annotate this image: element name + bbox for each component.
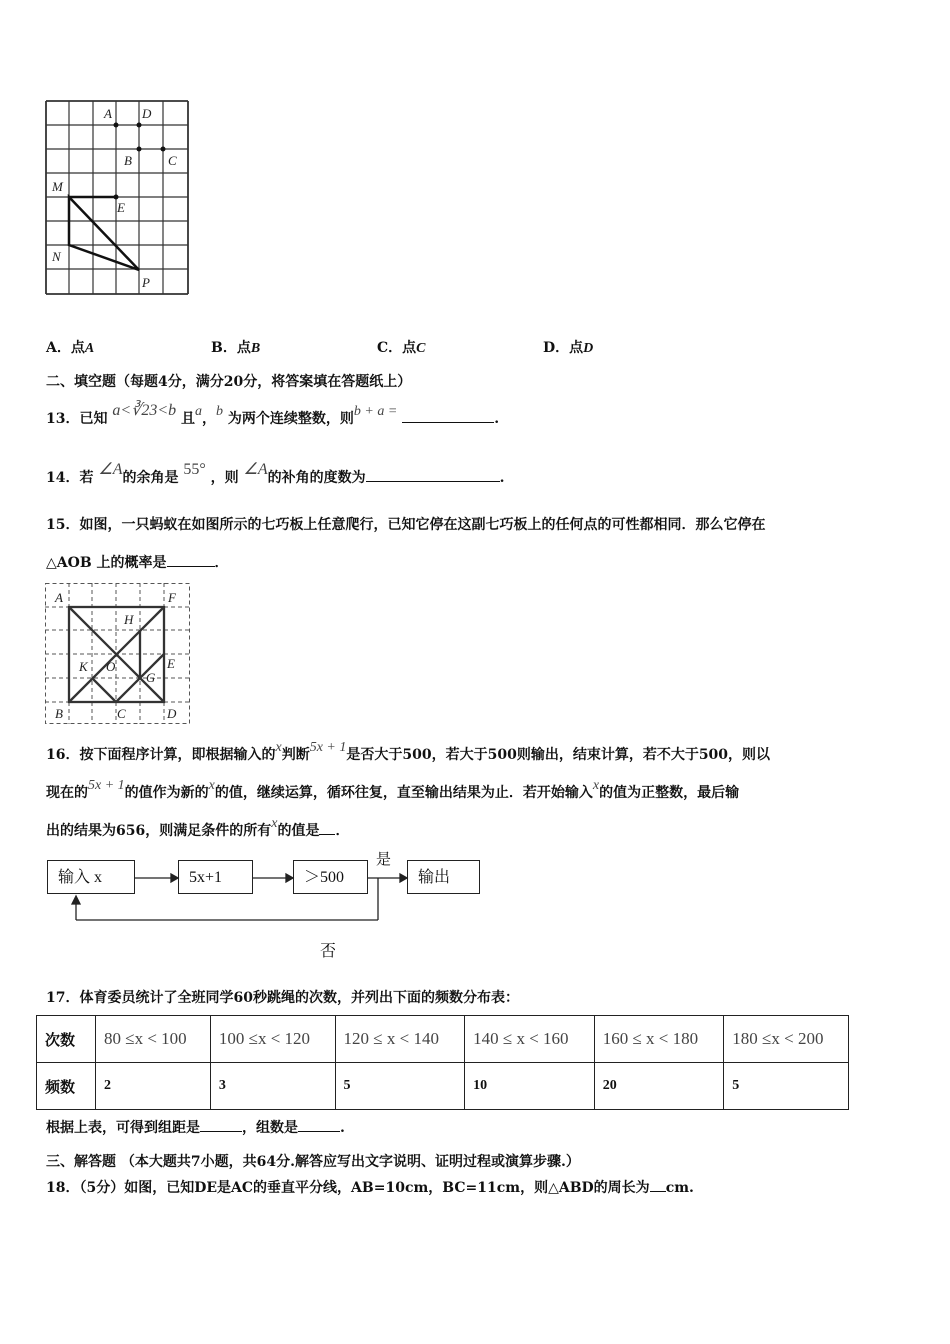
q13-inequality: a<∛23<b <box>112 402 177 419</box>
q16-text: 是否大于500，若大于500则输出，结束计算，若不大于500，则以 <box>346 747 771 763</box>
q13-answer-blank[interactable] <box>402 422 494 423</box>
count-cell: 20 <box>594 1063 724 1110</box>
count-cell: 10 <box>465 1063 595 1110</box>
row-head-frequency: 频数 <box>37 1063 96 1110</box>
q17-text: 17．体育委员统计了全班同学60秒跳绳的次数，并列出下面的频数分布表： <box>46 990 519 1006</box>
q16-line1 <box>46 740 771 764</box>
q14-text3: 的补角的度数为 <box>267 470 366 486</box>
q14-text2: ，则 <box>210 470 239 486</box>
q17-after-text: 根据上表，可得到组距是 <box>46 1120 200 1136</box>
table-row <box>37 1016 849 1063</box>
q16-text: 判断 <box>281 747 310 763</box>
q12-grid-figure <box>44 99 190 296</box>
svg-text:A: A <box>104 106 112 121</box>
range-cell: 80 ≤x < 100 <box>96 1016 211 1063</box>
svg-text:C: C <box>168 153 177 168</box>
range-cell: 100 ≤x < 120 <box>210 1016 335 1063</box>
q16-answer-blank[interactable] <box>319 834 335 835</box>
q16-var-x: x <box>271 816 278 831</box>
q15-tangram-figure <box>44 582 192 726</box>
q14-prefix: 14．若 <box>46 470 94 486</box>
svg-text:D: D <box>167 706 177 721</box>
q14-text: 的余角是 <box>122 470 179 486</box>
flow-output-box: 输出 <box>407 860 480 894</box>
q18-answer-blank[interactable] <box>650 1191 666 1192</box>
q16-line2 <box>46 778 740 802</box>
q16-end: ． <box>335 823 350 839</box>
count-cell: 5 <box>335 1063 465 1110</box>
q16-text: 16．按下面程序计算，即根据输入的 <box>46 747 276 763</box>
q13 <box>46 402 500 428</box>
q14-end: . <box>499 470 505 486</box>
svg-text:P: P <box>142 275 150 290</box>
flow-compute-box: 5x+1 <box>178 860 253 894</box>
option-a-var: A <box>84 341 95 356</box>
svg-text:M: M <box>52 179 63 194</box>
option-c-var: C <box>416 341 426 356</box>
q17-after-text2: ，组数是 <box>242 1120 298 1136</box>
count-cell: 5 <box>724 1063 849 1110</box>
option-c-label: C．点 <box>377 340 417 356</box>
svg-text:F: F <box>168 590 176 605</box>
q17-interval-blank[interactable] <box>200 1131 242 1132</box>
flow-input-box: 输入 x <box>47 860 135 894</box>
q17-after <box>46 1117 345 1137</box>
q16-line3 <box>46 816 350 840</box>
svg-text:B: B <box>55 706 63 721</box>
table-row <box>37 1063 849 1110</box>
q15-prefix: △AOB 上的概率是 <box>46 555 167 571</box>
option-d[interactable] <box>543 337 593 357</box>
svg-text:A: A <box>55 590 63 605</box>
flow-yes-label: 是 <box>376 850 392 868</box>
q16-expr: 5x + 1 <box>309 740 347 755</box>
section3-title: 三、解答题 （本大题共7小题，共64分.解答应写出文字说明、证明过程或演算步骤.） <box>46 1154 580 1170</box>
frequency-table <box>36 1015 849 1110</box>
option-b-var: B <box>250 341 261 356</box>
q16-var-x: x <box>592 778 600 793</box>
q13-text: 且 <box>181 411 196 427</box>
svg-text:N: N <box>52 249 61 264</box>
q13-var-a: a <box>195 404 203 419</box>
q16-flowchart <box>44 848 484 963</box>
option-b-label: B．点 <box>211 340 251 356</box>
q16-var-x: x <box>275 740 282 755</box>
svg-text:H: H <box>124 612 134 627</box>
q17-end: . <box>340 1120 345 1136</box>
q14-angle2: ∠A <box>243 461 268 478</box>
row-head-count: 次数 <box>37 1016 96 1063</box>
q16-var-x: x <box>208 778 215 793</box>
count-cell: 3 <box>210 1063 335 1110</box>
q15-end: ． <box>214 555 229 571</box>
q17-groups-blank[interactable] <box>298 1131 340 1132</box>
q18 <box>46 1177 694 1197</box>
option-a[interactable] <box>46 337 94 357</box>
option-a-label: A．点 <box>46 340 85 356</box>
range-cell: 120 ≤ x < 140 <box>335 1016 465 1063</box>
q16-text: 的值作为新的 <box>124 785 209 801</box>
range-cell: 140 ≤ x < 160 <box>465 1016 595 1063</box>
section2-title: 二、填空题（每题4分，满分20分，将答案填在答题纸上） <box>46 374 412 390</box>
q13-comma: ， <box>202 411 217 427</box>
q16-expr: 5x + 1 <box>88 778 125 793</box>
option-d-var: D <box>583 341 594 356</box>
q14-angle: ∠A <box>98 461 123 478</box>
option-c[interactable] <box>377 337 426 357</box>
q16-text: 的值，继续运算，循环往复，直至输出结果为止．若开始输入 <box>214 785 593 801</box>
svg-text:E: E <box>167 656 175 671</box>
option-d-label: D．点 <box>543 340 584 356</box>
range-cell: 180 ≤x < 200 <box>724 1016 849 1063</box>
svg-text:K: K <box>79 659 88 674</box>
flow-no-label: 否 <box>320 941 337 960</box>
q14-degree: 55° <box>183 461 206 478</box>
range-cell: 160 ≤ x < 180 <box>594 1016 724 1063</box>
q16-text: 现在的 <box>46 785 88 801</box>
option-b[interactable] <box>211 337 260 357</box>
svg-text:C: C <box>117 706 126 721</box>
q13-end: . <box>494 411 500 427</box>
q18-unit: cm. <box>665 1180 694 1196</box>
svg-text:E: E <box>117 200 125 215</box>
q15-line1: 15．如图，一只蚂蚁在如图所示的七巧板上任意爬行，已知它停在这副七巧板上的任何点的可性都相同．那么它停在 <box>46 517 766 533</box>
q15-line2 <box>46 552 229 572</box>
q16-text: 出的结果为656，则满足条件的所有 <box>46 823 272 839</box>
q14-answer-blank[interactable] <box>366 481 500 482</box>
q16-text: 的值为正整数，最后输 <box>599 785 740 801</box>
count-cell: 2 <box>96 1063 211 1110</box>
q13-sum-expr: b + a = <box>353 404 398 419</box>
q13-var-b: b <box>216 404 224 419</box>
q18-text: 18．（5分）如图，已知DE是AC的垂直平分线，AB=10cm，BC=11cm，则△ABD的周长为 <box>46 1180 650 1196</box>
q14 <box>46 461 505 487</box>
svg-text:B: B <box>124 153 132 168</box>
q13-prefix: 13．已知 <box>46 411 108 427</box>
flow-compare-box: ＞500 <box>293 860 368 894</box>
q13-text2: 为两个连续整数，则 <box>227 411 354 427</box>
q15-answer-blank[interactable] <box>167 566 215 567</box>
svg-text:D: D <box>142 106 152 121</box>
svg-text:G: G <box>146 670 156 685</box>
q16-text: 的值是 <box>277 823 320 839</box>
svg-text:O: O <box>106 659 116 674</box>
